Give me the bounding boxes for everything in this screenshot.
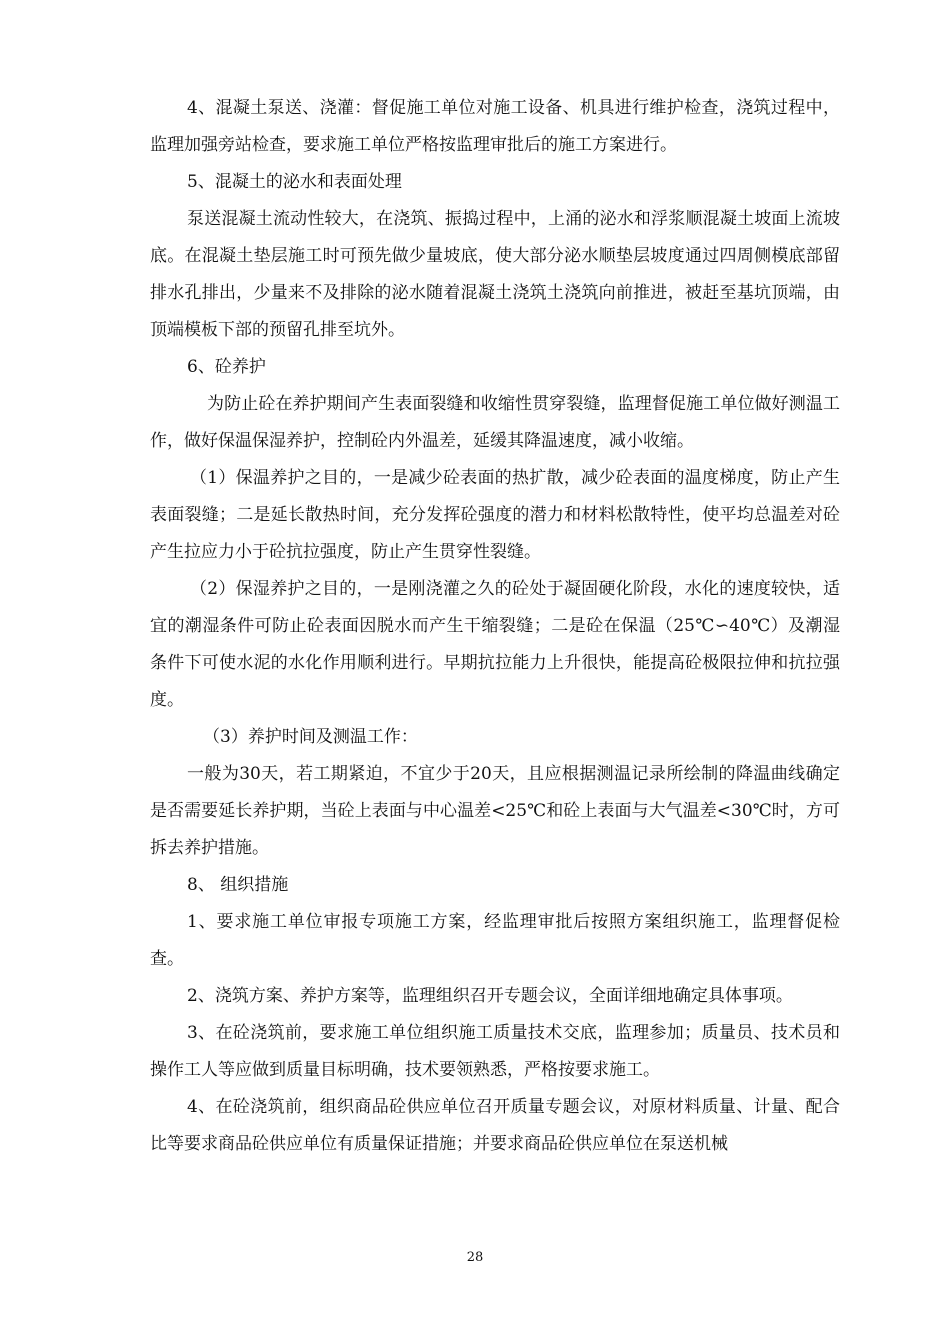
paragraph-thermal-curing: （1）保温养护之目的，一是减少砼表面的热扩散，减少砼表面的温度梯度，防止产生表面裂缝；二是延长散热时间，充分发挥砼强度的潜力和材料松散特性，使平均总温差对砼产生拉应力小于砼抗拉强度，防止产生贯穿性裂缝。 xyxy=(150,468,840,562)
heading-curing-time: （3）养护时间及测温工作： xyxy=(203,727,418,747)
page-number: 28 xyxy=(466,1250,484,1265)
paragraph-org-2: 2、浇筑方案、养护方案等，监理组织召开专题会议，全面详细地确定具体事项。 xyxy=(187,986,793,1006)
heading-bleeding-surface: 5、混凝土的泌水和表面处理 xyxy=(187,172,402,192)
paragraph-bleeding: 泵送混凝土流动性较大，在浇筑、振捣过程中，上涌的泌水和浮浆顺混凝土坡面上流坡底。在混凝土垫层施工时可预先做少量坡底，使大部分泌水顺垫层坡度通过四周侧模底部留排水孔排出，少量来不及排除的泌水随着混凝土浇筑土浇筑向前推进，被赶至基坑顶端，由顶端模板下部的预留孔排至坑外。 xyxy=(150,209,840,340)
heading-curing: 6、砼养护 xyxy=(187,357,266,377)
paragraph-moist-curing: （2）保湿养护之目的，一是刚浇灌之久的砼处于凝固硬化阶段，水化的速度较快，适宜的潮湿条件可防止砼表面因脱水而产生干缩裂缝；二是砼在保温（25℃∽40℃）及潮湿条件下可使水泥的水化作用顺利进行。早期抗拉能力上升很快，能提高砼极限拉伸和抗拉强度。 xyxy=(150,579,840,710)
heading-organization: 8、 组织措施 xyxy=(187,875,289,895)
paragraph-curing-time: 一般为30天，若工期紧迫，不宜少于20天，且应根据测温记录所绘制的降温曲线确定是否需要延长养护期，当砼上表面与中心温差<25℃和砼上表面与大气温差<30℃时，方可拆去养护措施。 xyxy=(150,764,840,858)
paragraph-org-3: 3、在砼浇筑前，要求施工单位组织施工质量技术交底，监理参加；质量员、技术员和操作工人等应做到质量目标明确，技术要领熟悉，严格按要求施工。 xyxy=(150,1023,840,1080)
paragraph-org-1: 1、要求施工单位审报专项施工方案，经监理审批后按照方案组织施工，监理督促检查。 xyxy=(150,912,840,969)
paragraph-pumping: 4、混凝土泵送、浇灌：督促施工单位对施工设备、机具进行维护检查，浇筑过程中，监理加强旁站检查，要求施工单位严格按监理审批后的施工方案进行。 xyxy=(150,98,840,155)
paragraph-org-4: 4、在砼浇筑前，组织商品砼供应单位召开质量专题会议，对原材料质量、计量、配合比等要求商品砼供应单位有质量保证措施；并要求商品砼供应单位在泵送机械 xyxy=(150,1097,840,1154)
paragraph-curing-intro: 为防止砼在养护期间产生表面裂缝和收缩性贯穿裂缝，监理督促施工单位做好测温工作，做好保温保湿养护，控制砼内外温差，延缓其降温速度，减小收缩。 xyxy=(150,394,840,451)
document-body xyxy=(150,90,840,1163)
